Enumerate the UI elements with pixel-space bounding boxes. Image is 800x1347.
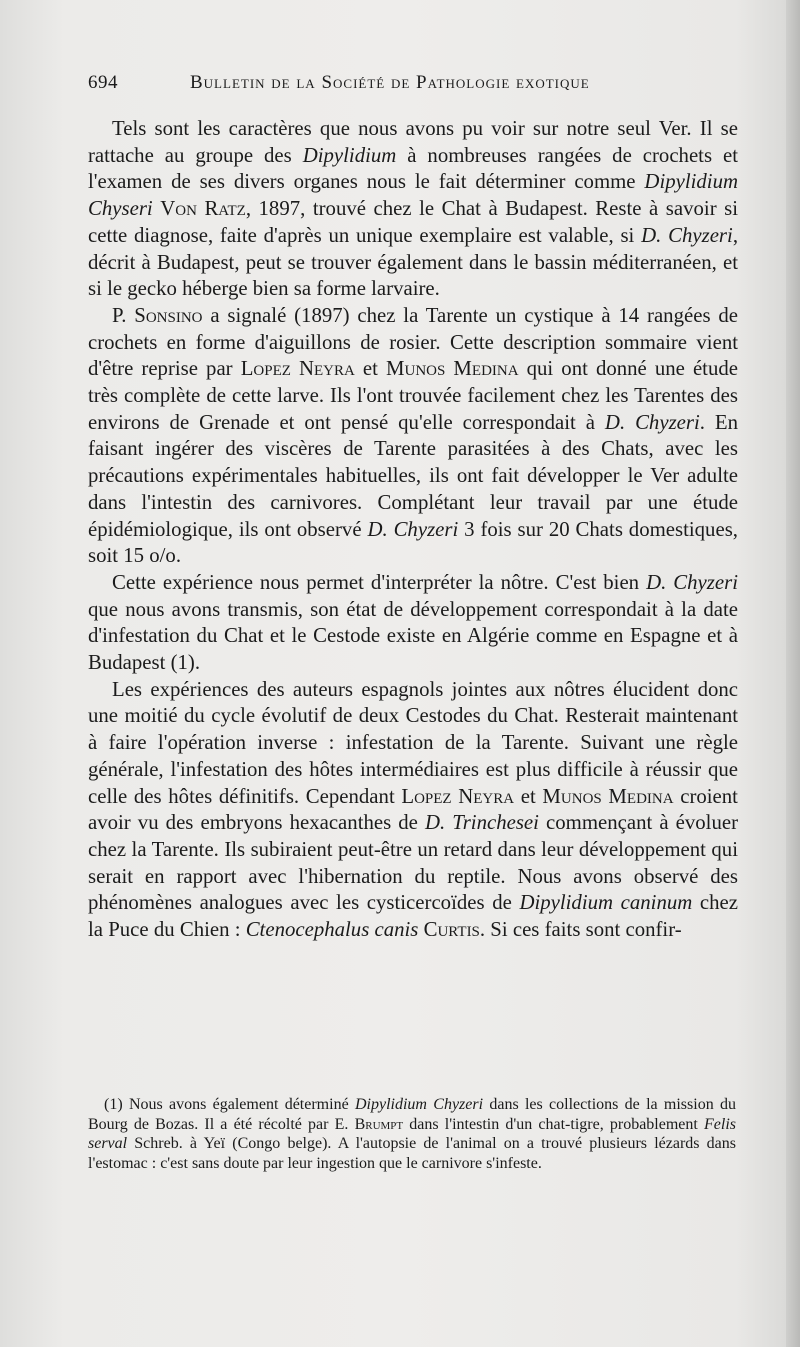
text-run: , décrit à Budapest, peut se trouver également dans le bassin méditerranéen, et si le gecko héberge bien sa forme larvaire. — [88, 223, 739, 301]
taxon-name: D. Chyzeri — [646, 570, 738, 594]
text-run: que nous avons transmis, son état de développement correspondait à la date d'infestation du Chat et le Cestode existe en Algérie comme en Espagne et à Budapest (1). — [88, 597, 738, 675]
author-name: Von Ratz — [160, 197, 246, 221]
taxon-name: D. Chyzeri — [641, 223, 733, 247]
author-name: Lopez Neyra — [240, 357, 355, 381]
text-run: dans l'intestin d'un chat-tigre, probablement — [403, 1115, 704, 1133]
text-run: croient avoir vu des embryons hexacanthes de — [88, 784, 738, 835]
text-run: dans les collections de la mission du Bourg de Bozas. Il a été récolté par E. — [88, 1096, 737, 1133]
author-name: Munos Medina — [542, 784, 674, 808]
paragraph-3 — [88, 570, 738, 677]
text-run: Cette expérience nous permet d'interpréter la nôtre. C'est bien — [112, 570, 647, 594]
body-text — [88, 116, 738, 944]
taxon-name: D. Chyzeri — [367, 517, 459, 541]
text-run: , 1897, trouvé chez le Chat à Budapest. Reste à savoir si cette diagnose, faite d'après un unique exemplaire est valable, si — [88, 197, 739, 247]
paragraph-2 — [88, 303, 738, 570]
text-run: et — [514, 784, 543, 808]
taxon-name: Ctenocephalus canis — [245, 918, 419, 942]
text-run: . En faisant ingérer des viscères de Tarente parasitées à des Chats, avec les précautions expérimentales habituelles, ils ont fait développer le Ver adulte dans l'intestin des carnivores. Complétant leur travail par une étude épidémiologique, ils ont observé — [88, 410, 738, 541]
taxon-name: D. Chyzeri — [604, 410, 700, 434]
text-run: Les expériences des auteurs espagnols jointes aux nôtres élucident donc une moitié du cycle évolutif de deux Cestodes du Chat. Resterait maintenant à faire l'opération inverse : infestation de la Tarente. Suivant une règle générale, l'infestation des hôtes intermédiaires est plus difficile à réussir que celle des hôtes définitifs. Cependant — [88, 677, 738, 808]
footnote-section — [88, 1095, 736, 1173]
paragraph-1 — [88, 116, 738, 303]
author-name: Munos Medina — [386, 357, 519, 381]
text-run: Tels sont les caractères que nous avons pu voir sur notre seul Ver. Il se rattache au groupe des — [88, 117, 738, 167]
taxon-name: Dipylidium Chyzeri — [354, 1096, 484, 1113]
text-run: à nombreuses rangées de crochets et l'examen de ses divers organes nous le fait déterminer comme — [88, 143, 739, 194]
footnote-1 — [88, 1095, 736, 1173]
text-run: et — [354, 357, 386, 381]
page-header — [88, 72, 728, 102]
paragraph-4 — [88, 677, 738, 944]
taxon-name: Dipylidium — [302, 143, 397, 167]
author-name: Sonsino — [134, 303, 203, 327]
page-number: 694 — [88, 72, 118, 93]
author-name: Curtis — [423, 918, 480, 942]
text-run: P. — [112, 303, 135, 327]
author-name: Lopez Neyra — [401, 784, 515, 808]
text-run: chez la Puce du Chien : — [88, 891, 738, 942]
author-name: Brumpt — [354, 1115, 404, 1133]
taxon-name: Felis serval — [88, 1115, 736, 1153]
text-run: 3 fois sur 20 Chats domestiques, soit 15 o/o. — [88, 517, 738, 568]
page-edge-shadow — [786, 0, 800, 1347]
text-run: . Si ces faits sont confir- — [479, 918, 682, 942]
running-title: Bulletin de la Société de Pathologie exotique — [190, 72, 590, 93]
taxon-name: Dipylidium Chyseri — [88, 170, 738, 221]
text-run: (1) Nous avons également déterminé — [104, 1096, 355, 1113]
text-run: Schreb. à Yeï (Congo belge). A l'autopsie de l'animal on a trouvé plusieurs lézards dans l'estomac : c'est sans doute par leur ingestion que le carnivore s'infeste. — [88, 1135, 736, 1172]
text-run: commençant à évoluer chez la Tarente. Ils subiraient peut-être un retard dans leur développement qui serait en rapport avec l'hibernation du reptile. Nous avons observé des phénomènes analogues avec les cysticercoïdes de — [88, 811, 739, 915]
text-run: a signalé (1897) chez la Tarente un cystique à 14 rangées de crochets en forme d'aiguillons de rosier. Cette description sommaire vient d'être reprise par — [88, 303, 738, 381]
taxon-name: D. Trinchesei — [424, 811, 539, 835]
text-run: qui ont donné une étude très complète de cette larve. Ils l'ont trouvée facilement chez les Tarentes des environs de Grenade et ont pensé qu'elle correspondait à — [88, 357, 738, 434]
taxon-name: Dipylidium caninum — [519, 891, 693, 915]
